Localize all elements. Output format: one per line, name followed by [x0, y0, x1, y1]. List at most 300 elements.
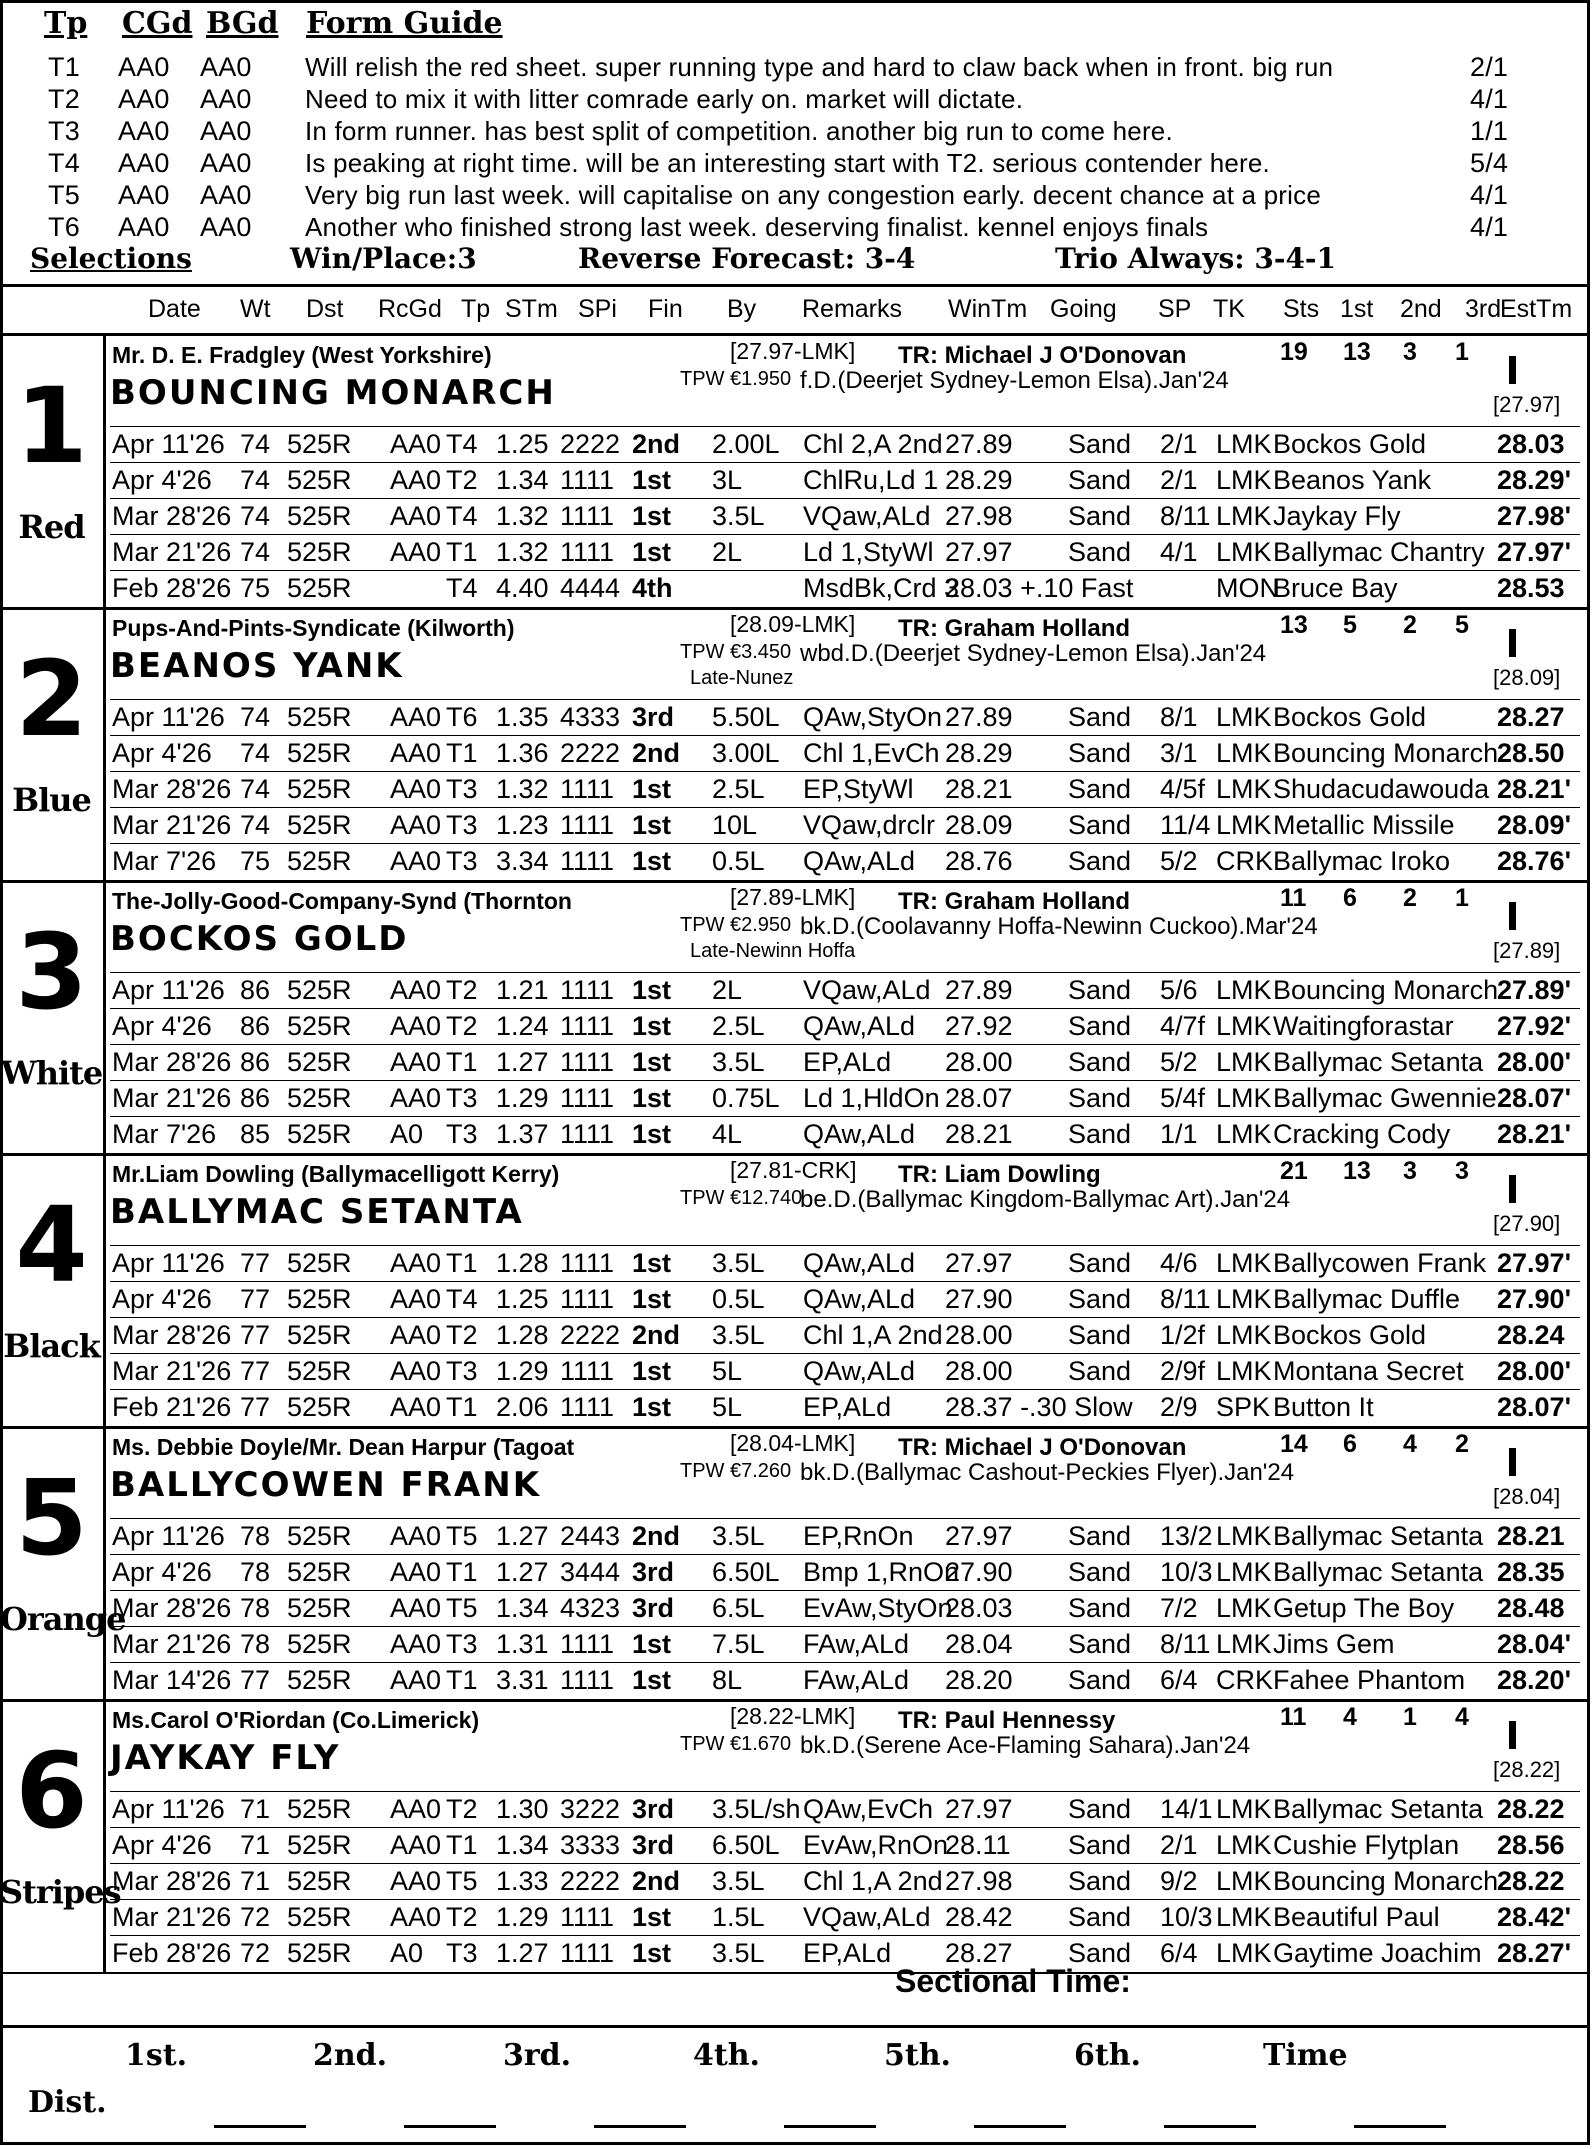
stat-value: 1: [1455, 338, 1469, 366]
tip-bgd: AA0: [200, 116, 252, 146]
form-line: [110, 1863, 1580, 1900]
form-comp: Metallic Missile: [1273, 810, 1455, 840]
form-wt: 78: [240, 1629, 271, 1659]
form-tk: LMK: [1216, 1119, 1272, 1149]
form-by: 1.5L: [712, 1902, 765, 1932]
form-rcgd: AA0: [390, 1011, 442, 1041]
best-time: [27.89-LMK]: [730, 884, 856, 910]
form-wintm: 28.09: [945, 810, 1013, 840]
tip-comment: Need to mix it with litter comrade early on. market will dictate.: [305, 84, 1024, 114]
col-header-2nd: 2nd: [1400, 295, 1442, 323]
form-rcgd: AA0: [390, 1665, 442, 1695]
runner-card: [0, 1155, 1590, 1427]
result-blank-line: [784, 2125, 876, 2128]
tip-price: 4/1: [1470, 84, 1509, 114]
form-rem: EvAw,RnOn: [803, 1830, 949, 1860]
trap-number: 6: [15, 1730, 88, 1852]
tip-price: 4/1: [1470, 212, 1509, 242]
late-note: Late-Newinn Hoffa: [690, 940, 856, 962]
form-going: Sand: [1068, 1284, 1132, 1314]
form-wt: 86: [240, 975, 271, 1005]
form-wintm: 27.90: [945, 1284, 1013, 1314]
form-fin: 1st: [632, 1011, 672, 1041]
form-date: Apr 11'26: [112, 429, 225, 459]
form-going: Sand: [1068, 846, 1132, 876]
form-wintm: 27.90: [945, 1557, 1013, 1587]
form-going: Sand: [1068, 1248, 1132, 1278]
form-dst: 525R: [287, 1248, 352, 1278]
form-wintm: 28.03 +.10 Fast: [945, 573, 1134, 603]
stat-value: 3: [1403, 338, 1417, 366]
form-comp: Ballymac Gwennie: [1273, 1083, 1497, 1113]
form-est: 28.27': [1497, 1938, 1571, 1968]
form-stm: 1.31: [496, 1629, 549, 1659]
form-stm: 1.32: [496, 501, 549, 531]
tip-row: [0, 180, 1596, 212]
tip-cgd: AA0: [118, 212, 170, 242]
form-fin: 1st: [632, 846, 672, 876]
rating-bar: [1509, 1175, 1516, 1203]
form-going: Sand: [1068, 702, 1132, 732]
form-sp: 5/2: [1160, 846, 1198, 876]
form-comp: Bockos Gold: [1273, 1320, 1427, 1350]
col-header-wt: Wt: [240, 295, 271, 323]
form-wt: 71: [240, 1866, 271, 1896]
tip-bgd: AA0: [200, 148, 252, 178]
form-wintm: 27.98: [945, 501, 1013, 531]
prize-money: TPW €12.740: [680, 1187, 803, 1209]
form-by: 3.5L: [712, 1938, 765, 1968]
form-wt: 77: [240, 1665, 271, 1695]
form-wt: 86: [240, 1047, 271, 1077]
form-tp: T2: [446, 1902, 478, 1932]
form-tk: CRK: [1216, 1665, 1274, 1695]
col-header-3rd: 3rd: [1465, 295, 1502, 323]
form-tp: T4: [446, 573, 478, 603]
form-dst: 525R: [287, 774, 352, 804]
form-rem: Chl 2,A 2nd: [803, 429, 943, 459]
form-est: 28.21': [1497, 1119, 1571, 1149]
form-tp: T1: [446, 1047, 478, 1077]
form-fin: 4th: [632, 573, 673, 603]
form-date: Mar 21'26: [112, 1356, 232, 1386]
runner-card: [0, 882, 1590, 1154]
tip-trap: T4: [48, 148, 80, 178]
form-wt: 78: [240, 1593, 271, 1623]
form-sp: 5/6: [1160, 975, 1198, 1005]
form-sp: 13/2: [1160, 1521, 1213, 1551]
form-dst: 525R: [287, 1284, 352, 1314]
form-line: [110, 699, 1580, 736]
form-sp: 14/1: [1160, 1794, 1213, 1824]
form-tk: LMK: [1216, 1356, 1272, 1386]
form-wintm: 28.00: [945, 1320, 1013, 1350]
form-tp: T1: [446, 738, 478, 768]
tip-trap: T5: [48, 180, 80, 210]
form-sp: 8/1: [1160, 702, 1198, 732]
form-line: [110, 534, 1580, 571]
tip-bgd: AA0: [200, 212, 252, 242]
form-est: 27.92': [1497, 1011, 1571, 1041]
stat-value: 3: [1403, 1157, 1417, 1185]
col-header-rcgd: RcGd: [378, 295, 442, 323]
form-by: 3.5L/sh: [712, 1794, 801, 1824]
form-sp: 6/4: [1160, 1665, 1198, 1695]
form-comp: Bouncing Monarch: [1273, 1866, 1499, 1896]
form-rem: FAw,ALd: [803, 1629, 910, 1659]
form-est: 28.21': [1497, 774, 1571, 804]
form-date: Apr 11'26: [112, 1248, 225, 1278]
form-rcgd: AA0: [390, 1830, 442, 1860]
tip-price: 5/4: [1470, 148, 1509, 178]
col-header-1st: 1st: [1340, 295, 1374, 323]
col-header-tp: Tp: [461, 295, 491, 323]
form-spi: 1111: [560, 465, 615, 495]
footer-place-label: 3rd.: [503, 2038, 572, 2073]
form-spi: 2222: [560, 1320, 621, 1350]
form-going: Sand: [1068, 1011, 1132, 1041]
stat-value: 13: [1343, 338, 1371, 366]
form-wintm: 27.97: [945, 1521, 1013, 1551]
tip-row: [0, 212, 1596, 244]
breeding: bk.D.(Ballymac Cashout-Peckies Flyer).Jan'24: [800, 1459, 1295, 1486]
form-line: [110, 1935, 1580, 1974]
form-stm: 1.33: [496, 1866, 549, 1896]
form-fin: 1st: [632, 1902, 672, 1932]
form-going: Sand: [1068, 975, 1132, 1005]
form-by: 3.5L: [712, 501, 765, 531]
form-comp: Bockos Gold: [1273, 429, 1427, 459]
stat-value: 1: [1455, 884, 1469, 912]
form-sp: 8/11: [1160, 1284, 1211, 1314]
form-sp: 4/5f: [1160, 774, 1206, 804]
form-date: Feb 28'26: [112, 1938, 232, 1968]
form-wintm: 27.89: [945, 429, 1013, 459]
form-est: 28.76': [1497, 846, 1571, 876]
tip-cgd: AA0: [118, 84, 170, 114]
form-rcgd: AA0: [390, 738, 442, 768]
form-est: 27.97': [1497, 537, 1571, 567]
form-date: Mar 28'26: [112, 1320, 232, 1350]
form-stm: 1.30: [496, 1794, 549, 1824]
greyhound-name: JAYKAY FLY: [110, 1738, 341, 1778]
form-wintm: 28.76: [945, 846, 1013, 876]
form-wintm: 27.89: [945, 702, 1013, 732]
result-blank-line: [1354, 2125, 1446, 2128]
col-header-by: By: [727, 295, 757, 323]
footer-place-label: 6th.: [1074, 2038, 1141, 2073]
trainer: TR: Graham Holland: [898, 615, 1131, 642]
rating-bar: [1509, 356, 1516, 384]
form-wt: 71: [240, 1794, 271, 1824]
form-date: Mar 21'26: [112, 537, 232, 567]
breeding: wbd.D.(Deerjet Sydney-Lemon Elsa).Jan'24: [800, 640, 1267, 667]
breeding: be.D.(Ballymac Kingdom-Ballymac Art).Jan'24: [800, 1186, 1291, 1213]
form-going: Sand: [1068, 1320, 1132, 1350]
form-rcgd: AA0: [390, 1902, 442, 1932]
form-est: 28.56: [1497, 1830, 1565, 1860]
trainer: TR: Michael J O'Donovan: [898, 1434, 1187, 1461]
form-rem: VQaw,drclr: [803, 810, 936, 840]
form-tk: LMK: [1216, 1557, 1272, 1587]
col-header-stm: STm: [505, 295, 558, 323]
form-comp: Fahee Phantom: [1273, 1665, 1466, 1695]
stat-value: 2: [1403, 611, 1417, 639]
trap-number: 2: [15, 638, 88, 760]
form-by: 3.5L: [712, 1248, 765, 1278]
form-line: [110, 1626, 1580, 1663]
form-tk: LMK: [1216, 702, 1272, 732]
form-sp: 3/1: [1160, 738, 1198, 768]
form-by: 3.5L: [712, 1521, 765, 1551]
form-stm: 4.40: [496, 573, 549, 603]
trap-box: [0, 1428, 126, 1700]
best-time: [27.97-LMK]: [730, 338, 856, 364]
form-date: Mar 21'26: [112, 810, 232, 840]
form-comp: Bouncing Monarch: [1273, 975, 1499, 1005]
form-fin: 3rd: [632, 702, 675, 732]
form-rcgd: AA0: [390, 1866, 442, 1896]
form-rcgd: AA0: [390, 1356, 442, 1386]
form-est: 28.22: [1497, 1794, 1565, 1824]
form-tk: LMK: [1216, 1248, 1272, 1278]
form-est: 28.42': [1497, 1902, 1571, 1932]
trio-always: Trio Always: 3-4-1: [1055, 242, 1337, 275]
tip-row: [0, 148, 1596, 180]
form-comp: Button It: [1273, 1392, 1374, 1422]
form-est: 28.50: [1497, 738, 1565, 768]
form-est: 28.00': [1497, 1047, 1571, 1077]
form-by: 3.5L: [712, 1866, 765, 1896]
form-going: Sand: [1068, 1119, 1132, 1149]
form-spi: 1111: [560, 1902, 615, 1932]
form-spi: 1111: [560, 1047, 615, 1077]
footer-place-label: 5th.: [884, 2038, 951, 2073]
form-tp: T5: [446, 1593, 478, 1623]
form-wintm: 28.20: [945, 1665, 1013, 1695]
prize-money: TPW €7.260: [680, 1460, 792, 1482]
greyhound-name: BEANOS YANK: [110, 646, 404, 686]
form-dst: 525R: [287, 1083, 352, 1113]
footer-place-label: Time: [1263, 2038, 1348, 2073]
form-spi: 1111: [560, 1083, 615, 1113]
form-wt: 85: [240, 1119, 271, 1149]
form-spi: 1111: [560, 537, 615, 567]
est-time: [27.89]: [1493, 938, 1561, 963]
form-date: Mar 21'26: [112, 1083, 232, 1113]
form-by: 5L: [712, 1392, 743, 1422]
form-sp: 5/2: [1160, 1047, 1198, 1077]
form-rem: Ld 1,HldOn: [803, 1083, 940, 1113]
form-wt: 71: [240, 1830, 271, 1860]
result-blank-line: [1164, 2125, 1256, 2128]
form-wintm: 28.37 -.30 Slow: [945, 1392, 1133, 1422]
form-tp: T3: [446, 1119, 478, 1149]
est-time: [28.04]: [1493, 1484, 1561, 1509]
form-dst: 525R: [287, 1830, 352, 1860]
form-date: Apr 4'26: [112, 1557, 212, 1587]
form-rcgd: AA0: [390, 774, 442, 804]
form-spi: 2222: [560, 738, 621, 768]
trap-box: [0, 1155, 106, 1427]
form-by: 2L: [712, 975, 743, 1005]
stat-value: 13: [1280, 611, 1308, 639]
win-place: Win/Place:3: [290, 242, 477, 275]
form-rem: Bmp 1,RnOn: [803, 1557, 960, 1587]
form-line: [110, 570, 1580, 609]
form-by: 3.5L: [712, 1047, 765, 1077]
form-wt: 75: [240, 846, 271, 876]
form-by: 6.50L: [712, 1557, 780, 1587]
form-stm: 1.25: [496, 429, 549, 459]
form-stm: 1.35: [496, 702, 549, 732]
form-stm: 1.28: [496, 1248, 549, 1278]
form-rem: QAw,ALd: [803, 1356, 916, 1386]
tip-trap: T3: [48, 116, 80, 146]
tip-trap: T1: [48, 52, 80, 82]
form-sp: 2/1: [1160, 429, 1198, 459]
stat-value: 5: [1343, 611, 1357, 639]
best-time: [28.04-LMK]: [730, 1430, 856, 1456]
stat-value: 21: [1280, 1157, 1308, 1185]
form-spi: 1111: [560, 1665, 615, 1695]
form-stm: 1.29: [496, 1902, 549, 1932]
stat-value: 13: [1343, 1157, 1371, 1185]
form-going: Sand: [1068, 1356, 1132, 1386]
form-line: [110, 1899, 1580, 1936]
form-tk: LMK: [1216, 810, 1272, 840]
col-header-going: Going: [1050, 295, 1117, 323]
form-rem: Chl 1,A 2nd: [803, 1866, 943, 1896]
form-wt: 75: [240, 573, 271, 603]
form-date: Mar 28'26: [112, 774, 232, 804]
footer-place-label: 1st.: [125, 2038, 188, 2073]
tip-comment: Very big run last week. will capitalise on any congestion early. decent chance at a price: [305, 180, 1321, 210]
runner-card: [0, 1428, 1590, 1700]
form-wintm: 27.92: [945, 1011, 1013, 1041]
breeding: bk.D.(Serene Ace-Flaming Sahara).Jan'24: [800, 1732, 1251, 1759]
form-rcgd: AA0: [390, 1320, 442, 1350]
stat-value: 5: [1455, 611, 1469, 639]
form-rem: EP,ALd: [803, 1392, 892, 1422]
trap-number: 3: [15, 911, 88, 1033]
form-going: Sand: [1068, 1902, 1132, 1932]
col-header-esttm: EstTm: [1500, 295, 1573, 323]
owner: Mr. D. E. Fradgley (West Yorkshire): [112, 342, 492, 368]
form-comp: Ballymac Duffle: [1273, 1284, 1461, 1314]
prize-money: TPW €2.950: [680, 914, 792, 936]
form-tk: LMK: [1216, 1083, 1272, 1113]
form-rem: QAw,ALd: [803, 1119, 916, 1149]
runner-card: [0, 609, 1590, 881]
form-sp: 4/7f: [1160, 1011, 1206, 1041]
form-wt: 74: [240, 738, 271, 768]
form-est: 28.09': [1497, 810, 1571, 840]
form-sp: 2/9: [1160, 1392, 1198, 1422]
form-wt: 77: [240, 1320, 271, 1350]
owner: The-Jolly-Good-Company-Synd (Thornton: [112, 888, 572, 914]
form-by: 2.5L: [712, 1011, 765, 1041]
form-by: 3.00L: [712, 738, 780, 768]
form-comp: Beanos Yank: [1273, 465, 1432, 495]
form-rem: VQaw,ALd: [803, 501, 931, 531]
form-tp: T4: [446, 429, 478, 459]
form-tp: T1: [446, 1392, 478, 1422]
form-rem: QAw,ALd: [803, 1284, 916, 1314]
form-comp: Ballymac Setanta: [1273, 1794, 1484, 1824]
form-dst: 525R: [287, 975, 352, 1005]
stat-value: 3: [1455, 1157, 1469, 1185]
form-fin: 1st: [632, 501, 672, 531]
tip-comment: Will relish the red sheet. super running type and hard to claw back when in front. big run: [305, 52, 1334, 82]
tip-bgd: AA0: [200, 180, 252, 210]
form-rcgd: A0: [390, 1119, 424, 1149]
form-spi: 4333: [560, 702, 621, 732]
form-fin: 3rd: [632, 1593, 675, 1623]
form-tp: T5: [446, 1521, 478, 1551]
form-stm: 1.27: [496, 1047, 549, 1077]
form-fin: 1st: [632, 1629, 672, 1659]
form-tp: T1: [446, 1557, 478, 1587]
form-tk: LMK: [1216, 537, 1272, 567]
form-sp: 2/1: [1160, 1830, 1198, 1860]
form-line: [110, 1080, 1580, 1117]
form-spi: 2222: [560, 429, 621, 459]
form-tk: LMK: [1216, 774, 1272, 804]
rating-bar: [1509, 1721, 1516, 1749]
form-date: Mar 28'26: [112, 1047, 232, 1077]
form-comp: Ballymac Setanta: [1273, 1047, 1484, 1077]
form-spi: 1111: [560, 1392, 615, 1422]
form-comp: Gaytime Joachim: [1273, 1938, 1482, 1968]
form-line: [110, 1554, 1580, 1591]
header-bgd: BGd: [206, 6, 279, 41]
form-fin: 1st: [632, 1248, 672, 1278]
tip-row: [0, 84, 1596, 116]
form-dst: 525R: [287, 1665, 352, 1695]
form-rem: EP,ALd: [803, 1938, 892, 1968]
form-rcgd: AA0: [390, 702, 442, 732]
stat-value: 4: [1343, 1703, 1357, 1731]
form-going: Sand: [1068, 1830, 1132, 1860]
form-sp: 4/1: [1160, 537, 1198, 567]
form-line: [110, 1590, 1580, 1627]
form-going: Sand: [1068, 774, 1132, 804]
col-header-tk: TK: [1213, 295, 1245, 323]
form-comp: Ballycowen Frank: [1273, 1248, 1487, 1278]
owner: Pups-And-Pints-Syndicate (Kilworth): [112, 615, 515, 641]
form-tk: LMK: [1216, 1794, 1272, 1824]
stat-value: 14: [1280, 1430, 1308, 1458]
form-dst: 525R: [287, 429, 352, 459]
trainer: TR: Michael J O'Donovan: [898, 342, 1187, 369]
form-dst: 525R: [287, 1320, 352, 1350]
form-tp: T1: [446, 1665, 478, 1695]
form-line: [110, 807, 1580, 844]
rating-bar: [1509, 629, 1516, 657]
form-est: 28.04': [1497, 1629, 1571, 1659]
form-wt: 86: [240, 1011, 271, 1041]
form-rcgd: AA0: [390, 501, 442, 531]
est-time: [27.90]: [1493, 1211, 1561, 1236]
form-wt: 77: [240, 1356, 271, 1386]
form-wt: 74: [240, 702, 271, 732]
form-tk: LMK: [1216, 1011, 1272, 1041]
result-blank-line: [404, 2125, 496, 2128]
form-date: Apr 11'26: [112, 1521, 225, 1551]
form-tk: LMK: [1216, 1902, 1272, 1932]
form-wt: 77: [240, 1392, 271, 1422]
